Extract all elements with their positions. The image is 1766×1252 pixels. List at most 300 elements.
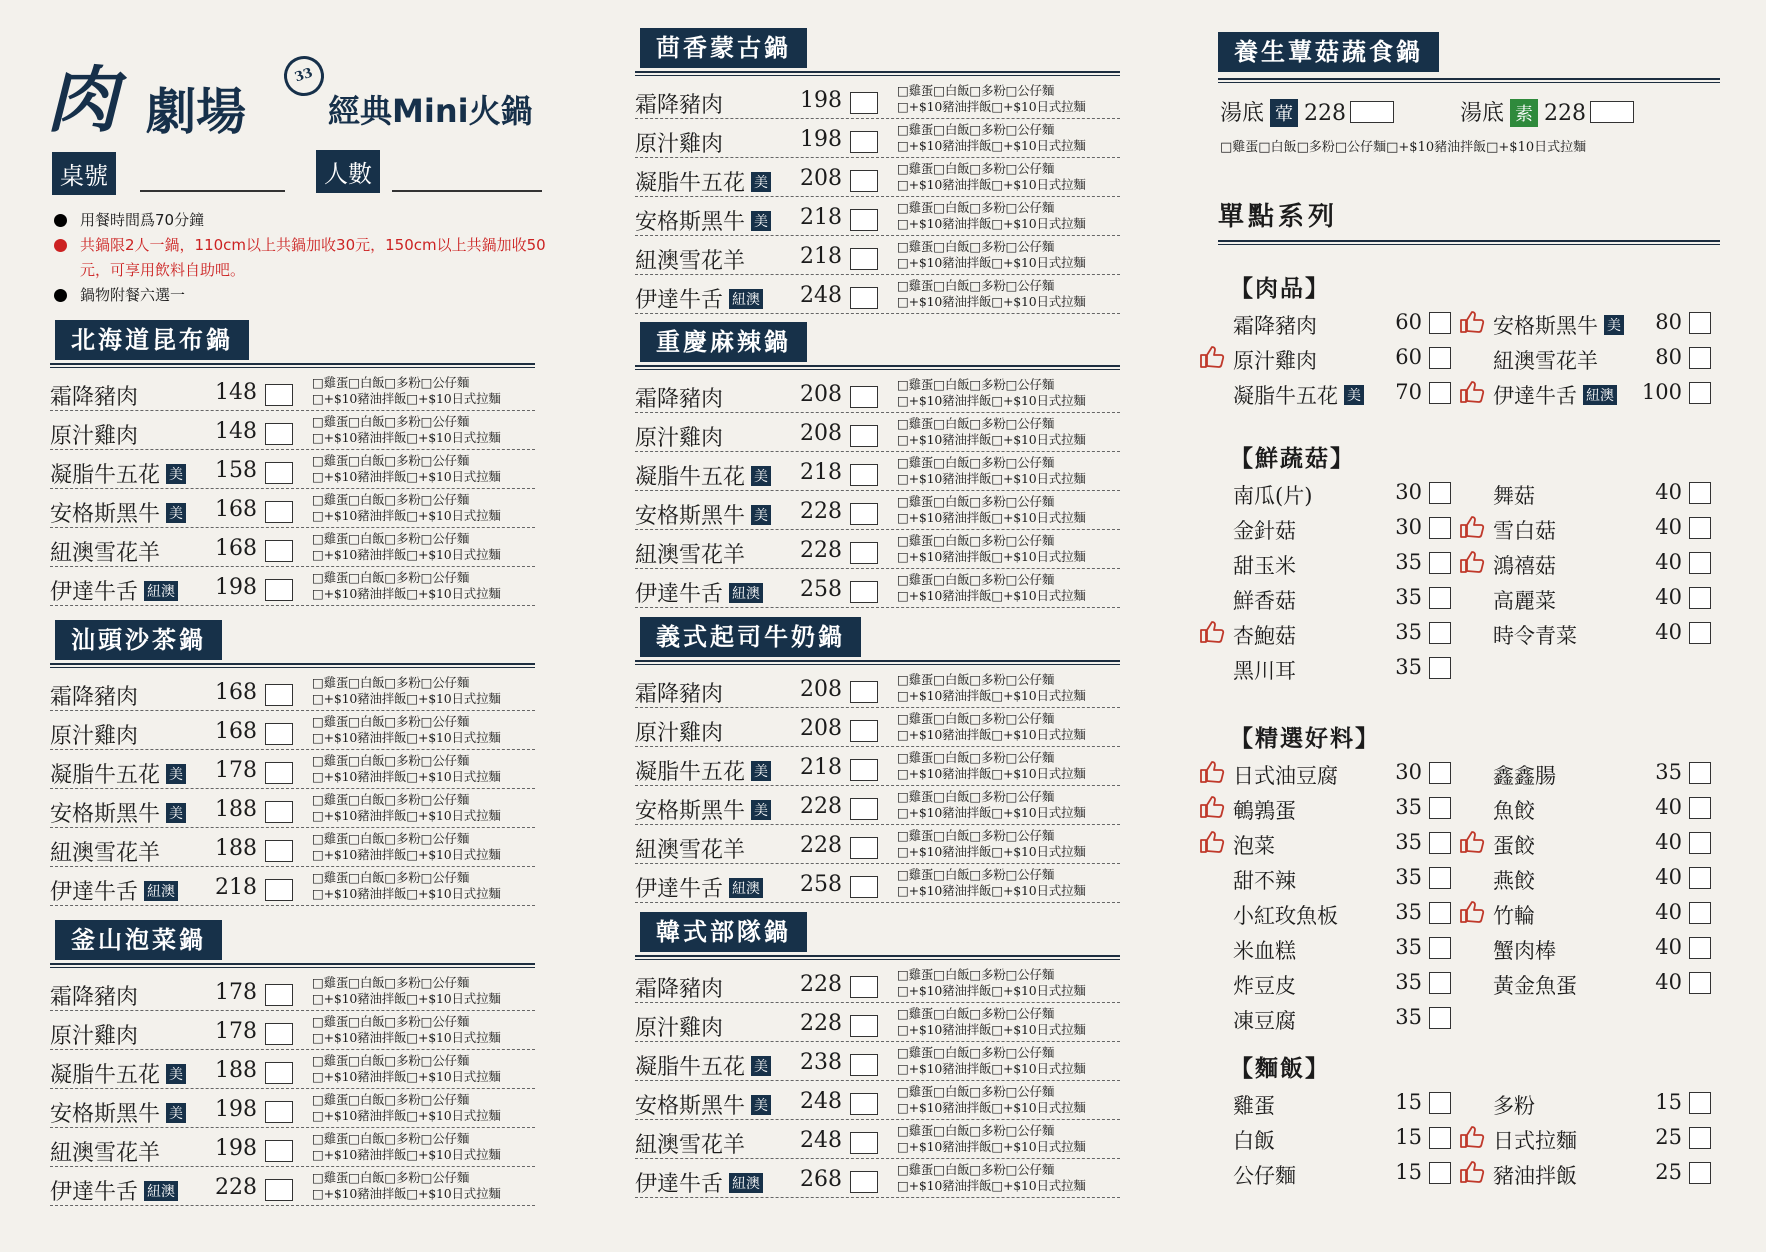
item-name [1233, 655, 1296, 685]
item-name [635, 794, 771, 825]
side-options[interactable] [897, 83, 1086, 115]
side-options-line1[interactable]: □雞蛋□白飯□多粉□公仔麵 [312, 792, 470, 807]
side-options[interactable] [897, 161, 1086, 193]
side-options-line2[interactable]: □+$10豬油拌飯□+$10日式拉麵 [897, 1100, 1086, 1115]
side-options[interactable] [312, 531, 501, 563]
side-options-line2[interactable]: □+$10豬油拌飯□+$10日式拉麵 [897, 688, 1086, 703]
quantity-box[interactable] [1689, 972, 1711, 994]
item-name [1493, 970, 1577, 1000]
side-options[interactable] [312, 831, 501, 863]
quantity-box[interactable] [850, 1054, 878, 1076]
quantity-box[interactable] [850, 720, 878, 742]
side-options-line1[interactable]: □雞蛋□白飯□多粉□公仔麵 [897, 1084, 1055, 1099]
quantity-box[interactable] [850, 1015, 878, 1037]
item-name-text: 霜降豬肉 [635, 387, 724, 412]
side-options-line1[interactable]: □雞蛋□白飯□多粉□公仔麵 [312, 831, 470, 846]
side-options-line1[interactable]: □雞蛋□白飯□多粉□公仔麵 [312, 1053, 470, 1068]
item-name-text: 公仔麵 [1233, 1164, 1296, 1188]
quantity-box[interactable] [1689, 937, 1711, 959]
quantity-box[interactable] [850, 209, 878, 231]
quantity-box[interactable] [265, 462, 293, 484]
quantity-box[interactable] [265, 684, 293, 706]
side-options[interactable] [897, 416, 1086, 448]
quantity-box[interactable] [850, 287, 878, 309]
side-options-line2[interactable]: □+$10豬油拌飯□+$10日式拉麵 [897, 727, 1086, 742]
item-name [1493, 760, 1556, 790]
side-options-line2[interactable]: □+$10豬油拌飯□+$10日式拉麵 [312, 1030, 501, 1045]
item-price: 35 [1395, 795, 1422, 819]
item-price: 178 [215, 758, 257, 783]
side-options[interactable] [897, 572, 1086, 604]
quantity-box[interactable] [1689, 312, 1711, 334]
item-price: 258 [800, 872, 842, 897]
quantity-box[interactable] [265, 984, 293, 1006]
side-options-line1[interactable]: □雞蛋□白飯□多粉□公仔麵 [312, 492, 470, 507]
side-options[interactable] [897, 1123, 1086, 1155]
side-options-line2[interactable]: □+$10豬油拌飯□+$10日式拉麵 [312, 1069, 501, 1084]
quantity-box[interactable] [265, 762, 293, 784]
quantity-box[interactable] [850, 681, 878, 703]
quantity-box[interactable] [850, 92, 878, 114]
side-options-line2[interactable]: □+$10豬油拌飯□+$10日式拉麵 [897, 99, 1086, 114]
side-options[interactable] [312, 870, 501, 902]
side-options[interactable] [897, 278, 1086, 310]
side-options-line1[interactable]: □雞蛋□白飯□多粉□公仔麵 [897, 572, 1055, 587]
item-name [50, 875, 178, 906]
side-options-line1[interactable]: □雞蛋□白飯□多粉□公仔麵 [897, 672, 1055, 687]
side-options[interactable] [312, 675, 501, 707]
side-options-line1[interactable]: □雞蛋□白飯□多粉□公仔麵 [897, 867, 1055, 882]
side-options-line2[interactable]: □+$10豬油拌飯□+$10日式拉麵 [897, 216, 1086, 231]
quantity-box[interactable] [265, 540, 293, 562]
quantity-box[interactable] [1429, 902, 1451, 924]
side-options[interactable] [897, 711, 1086, 743]
side-options-line2[interactable]: □+$10豬油拌飯□+$10日式拉麵 [312, 1147, 501, 1162]
side-options-line2[interactable]: □+$10豬油拌飯□+$10日式拉麵 [312, 586, 501, 601]
side-options-line1[interactable]: □雞蛋□白飯□多粉□公仔麵 [312, 375, 470, 390]
thumbs-up-icon [1459, 515, 1485, 539]
side-options-line2[interactable]: □+$10豬油拌飯□+$10日式拉麵 [897, 177, 1086, 192]
side-options-line1[interactable]: □雞蛋□白飯□多粉□公仔麵 [312, 1131, 470, 1146]
item-name-text: 伊達牛舌 [635, 582, 724, 607]
side-options-line1[interactable]: □雞蛋□白飯□多粉□公仔麵 [897, 83, 1055, 98]
side-options-line1[interactable]: □雞蛋□白飯□多粉□公仔麵 [312, 531, 470, 546]
quantity-box[interactable] [1689, 762, 1711, 784]
item-name [50, 1058, 186, 1089]
quantity-box[interactable] [1429, 622, 1451, 644]
note-text: 鍋物附餐六選一 [80, 286, 186, 304]
list-item [1493, 1088, 1743, 1118]
list-item [1233, 653, 1483, 683]
side-options-line2[interactable]: □+$10豬油拌飯□+$10日式拉麵 [312, 391, 501, 406]
quantity-box[interactable] [850, 248, 878, 270]
side-options-line1[interactable]: □雞蛋□白飯□多粉□公仔麵 [312, 675, 470, 690]
side-options-line2[interactable]: □+$10豬油拌飯□+$10日式拉麵 [897, 588, 1086, 603]
brand-name: 劇場 [146, 82, 246, 141]
side-options-line2[interactable]: □+$10豬油拌飯□+$10日式拉麵 [897, 844, 1086, 859]
item-price: 40 [1655, 585, 1682, 609]
item-price: 40 [1655, 480, 1682, 504]
table-row [635, 80, 1120, 119]
side-options[interactable] [312, 1053, 501, 1085]
side-options[interactable] [312, 492, 501, 524]
item-name-text: 鵪鶉蛋 [1233, 799, 1296, 823]
side-options-line2[interactable]: □+$10豬油拌飯□+$10日式拉麵 [897, 549, 1086, 564]
item-price: 168 [215, 719, 257, 744]
thumbs-up-icon [1199, 345, 1225, 369]
side-options-line1[interactable]: □雞蛋□白飯□多粉□公仔麵 [897, 711, 1055, 726]
side-options-line1[interactable]: □雞蛋□白飯□多粉□公仔麵 [312, 1092, 470, 1107]
quantity-box[interactable] [850, 759, 878, 781]
quantity-box[interactable] [850, 1171, 878, 1193]
side-options[interactable] [897, 750, 1086, 782]
item-name [635, 1011, 723, 1042]
side-options[interactable] [312, 1092, 501, 1124]
side-options-line1[interactable]: □雞蛋□白飯□多粉□公仔麵 [312, 453, 470, 468]
item-name-text: 舞菇 [1493, 484, 1535, 508]
side-options-line2[interactable]: □+$10豬油拌飯□+$10日式拉麵 [312, 769, 501, 784]
quantity-box[interactable] [1689, 517, 1711, 539]
side-options[interactable] [897, 1045, 1086, 1077]
quantity-box[interactable] [1689, 867, 1711, 889]
side-options[interactable] [897, 200, 1086, 232]
veg-pot-title: 養生蕈菇蔬食鍋 [1218, 32, 1439, 72]
side-options-line2[interactable]: □+$10豬油拌飯□+$10日式拉麵 [897, 510, 1086, 525]
side-options[interactable] [897, 533, 1086, 565]
item-name [50, 497, 186, 528]
side-options-line2[interactable]: □+$10豬油拌飯□+$10日式拉麵 [312, 808, 501, 823]
side-options-line1[interactable]: □雞蛋□白飯□多粉□公仔麵 [312, 975, 470, 990]
table-row [50, 828, 535, 867]
bullet-icon [54, 239, 67, 252]
soup-base-option[interactable] [1460, 96, 1634, 127]
quantity-box[interactable] [1429, 1127, 1451, 1149]
side-options-line1[interactable]: □雞蛋□白飯□多粉□公仔麵 [897, 828, 1055, 843]
item-name-text: 時令青菜 [1493, 624, 1577, 648]
item-name [1493, 935, 1556, 965]
side-options-line2[interactable]: □+$10豬油拌飯□+$10日式拉麵 [897, 1139, 1086, 1154]
quantity-box[interactable] [850, 1093, 878, 1115]
veg-pot-options[interactable]: □雞蛋□白飯□多粉□公仔麵□+$10豬油拌飯□+$10日式拉麵 [1220, 140, 1587, 155]
quantity-box[interactable] [1689, 552, 1711, 574]
side-options-line2[interactable]: □+$10豬油拌飯□+$10日式拉麵 [312, 1186, 501, 1201]
side-options[interactable] [897, 377, 1086, 409]
side-options-line2[interactable]: □+$10豬油拌飯□+$10日式拉麵 [897, 805, 1086, 820]
side-options-line1[interactable]: □雞蛋□白飯□多粉□公仔麵 [897, 122, 1055, 137]
item-name-text: 紐澳雪花羊 [1493, 349, 1598, 373]
side-options-line2[interactable]: □+$10豬油拌飯□+$10日式拉麵 [312, 886, 501, 901]
thumbs-up-icon [1459, 830, 1485, 854]
side-options[interactable] [312, 453, 501, 485]
quantity-box[interactable] [850, 581, 878, 603]
side-options-line1[interactable]: □雞蛋□白飯□多粉□公仔麵 [897, 789, 1055, 804]
item-name-text: 泡菜 [1233, 834, 1275, 858]
item-name-text: 原汁雞肉 [50, 724, 139, 749]
quantity-box[interactable] [850, 425, 878, 447]
side-options-line2[interactable]: □+$10豬油拌飯□+$10日式拉麵 [897, 883, 1086, 898]
item-price: 258 [800, 577, 842, 602]
side-options-line2[interactable]: □+$10豬油拌飯□+$10日式拉麵 [897, 432, 1086, 447]
quantity-box[interactable] [1429, 517, 1451, 539]
quantity-box[interactable] [1429, 1162, 1451, 1184]
item-name [1493, 480, 1535, 510]
side-options-line2[interactable]: □+$10豬油拌飯□+$10日式拉麵 [312, 547, 501, 562]
side-options-line2[interactable]: □+$10豬油拌飯□+$10日式拉麵 [897, 766, 1086, 781]
item-name-text: 安格斯黑牛 [1493, 314, 1598, 338]
item-name [635, 677, 723, 708]
side-options[interactable] [312, 714, 501, 746]
side-options-line1[interactable]: □雞蛋□白飯□多粉□公仔麵 [312, 1014, 470, 1029]
side-options-line2[interactable]: □+$10豬油拌飯□+$10日式拉麵 [897, 393, 1086, 408]
item-price: 15 [1395, 1090, 1422, 1114]
quantity-box[interactable] [1429, 312, 1451, 334]
item-name [1493, 1090, 1535, 1120]
quantity-box[interactable] [1429, 937, 1451, 959]
side-options-line2[interactable]: □+$10豬油拌飯□+$10日式拉麵 [312, 508, 501, 523]
item-name-text: 米血糕 [1233, 939, 1296, 963]
section-title: 釜山泡菜鍋 [55, 920, 222, 960]
item-name-text: 甜玉米 [1233, 554, 1296, 578]
quantity-box[interactable] [265, 384, 293, 406]
side-options[interactable] [897, 828, 1086, 860]
item-name-text: 鴻禧菇 [1493, 554, 1556, 578]
side-options-line2[interactable]: □+$10豬油拌飯□+$10日式拉麵 [312, 847, 501, 862]
item-price: 228 [800, 972, 842, 997]
us-origin-badge: 美 [751, 505, 771, 525]
side-options-line2[interactable]: □+$10豬油拌飯□+$10日式拉麵 [897, 983, 1086, 998]
side-options-line1[interactable]: □雞蛋□白飯□多粉□公仔麵 [897, 494, 1055, 509]
side-options-line1[interactable]: □雞蛋□白飯□多粉□公仔麵 [897, 377, 1055, 392]
table-row [50, 411, 535, 450]
side-options-line2[interactable]: □+$10豬油拌飯□+$10日式拉麵 [312, 730, 501, 745]
item-price: 25 [1655, 1125, 1682, 1149]
ala-carte-title: 單點系列 [1218, 202, 1339, 232]
quantity-box[interactable] [850, 837, 878, 859]
quantity-box[interactable] [1429, 552, 1451, 574]
thumbs-up-icon [1459, 310, 1485, 334]
quantity-box[interactable] [1429, 482, 1451, 504]
side-options-line2[interactable]: □+$10豬油拌飯□+$10日式拉麵 [897, 471, 1086, 486]
side-options-line1[interactable]: □雞蛋□白飯□多粉□公仔麵 [897, 1045, 1055, 1060]
item-name-text: 霜降豬肉 [635, 977, 724, 1002]
side-options[interactable] [897, 1006, 1086, 1038]
list-item [1493, 378, 1743, 408]
side-options-line1[interactable]: □雞蛋□白飯□多粉□公仔麵 [897, 1162, 1055, 1177]
side-options-line2[interactable]: □+$10豬油拌飯□+$10日式拉麵 [312, 430, 501, 445]
quantity-box[interactable] [1429, 587, 1451, 609]
item-name-text: 霜降豬肉 [1233, 314, 1317, 338]
item-price: 30 [1395, 515, 1422, 539]
quantity-box[interactable] [265, 723, 293, 745]
item-name-text: 伊達牛舌 [50, 580, 139, 605]
list-item [1233, 478, 1483, 508]
item-price: 248 [800, 1089, 842, 1114]
quantity-box[interactable] [1689, 1092, 1711, 1114]
people-count-field[interactable] [392, 190, 542, 192]
side-options-line1[interactable]: □雞蛋□白飯□多粉□公仔麵 [897, 750, 1055, 765]
item-price: 100 [1641, 380, 1682, 404]
quantity-box[interactable] [1429, 347, 1451, 369]
quantity-box[interactable] [265, 1062, 293, 1084]
side-options-line1[interactable]: □雞蛋□白飯□多粉□公仔麵 [897, 200, 1055, 215]
quantity-box[interactable] [265, 1101, 293, 1123]
item-name [50, 836, 160, 867]
quantity-box[interactable] [1429, 1092, 1451, 1114]
quantity-box[interactable] [850, 386, 878, 408]
side-options[interactable] [897, 455, 1086, 487]
side-options-line1[interactable]: □雞蛋□白飯□多粉□公仔麵 [312, 570, 470, 585]
table-row [635, 669, 1120, 708]
list-item [1233, 548, 1483, 578]
side-options[interactable] [897, 494, 1086, 526]
quantity-box[interactable] [1689, 1162, 1711, 1184]
item-name [1493, 1160, 1577, 1190]
item-price: 35 [1395, 935, 1422, 959]
side-options[interactable] [312, 792, 501, 824]
item-name [50, 980, 138, 1011]
side-options[interactable] [312, 975, 501, 1007]
quantity-box[interactable] [1429, 867, 1451, 889]
side-options[interactable] [897, 1162, 1086, 1194]
quantity-box[interactable] [265, 501, 293, 523]
side-options[interactable] [312, 375, 501, 407]
item-price: 228 [215, 1175, 257, 1200]
item-name-text: 霜降豬肉 [50, 385, 139, 410]
side-options-line1[interactable]: □雞蛋□白飯□多粉□公仔麵 [312, 753, 470, 768]
quantity-box[interactable] [850, 542, 878, 564]
soup-base-option[interactable] [1220, 96, 1394, 127]
item-name [1493, 380, 1617, 410]
item-name [1233, 1005, 1296, 1035]
item-name-text: 安格斯黑牛 [50, 502, 161, 527]
table-number-field[interactable] [140, 190, 285, 192]
side-options[interactable] [312, 1131, 501, 1163]
quantity-box[interactable] [1689, 347, 1711, 369]
quantity-box[interactable] [265, 1023, 293, 1045]
side-options-line2[interactable]: □+$10豬油拌飯□+$10日式拉麵 [897, 255, 1086, 270]
side-options[interactable] [312, 753, 501, 785]
quantity-box[interactable] [1689, 482, 1711, 504]
quantity-box[interactable] [265, 1179, 293, 1201]
side-options-line1[interactable]: □雞蛋□白飯□多粉□公仔麵 [897, 416, 1055, 431]
quantity-box[interactable] [1689, 1127, 1711, 1149]
side-options-line2[interactable]: □+$10豬油拌飯□+$10日式拉麵 [897, 294, 1086, 309]
side-options[interactable] [312, 1170, 501, 1202]
item-name-text: 原汁雞肉 [635, 132, 724, 157]
side-options-line1[interactable]: □雞蛋□白飯□多粉□公仔麵 [897, 1006, 1055, 1021]
us-origin-badge: 美 [166, 464, 186, 484]
side-options-line1[interactable]: □雞蛋□白飯□多粉□公仔麵 [897, 967, 1055, 982]
side-options[interactable] [897, 867, 1086, 899]
side-options-line2[interactable]: □+$10豬油拌飯□+$10日式拉麵 [312, 991, 501, 1006]
item-name-text: 原汁雞肉 [50, 1024, 139, 1049]
quantity-box[interactable] [265, 1140, 293, 1162]
quantity-box[interactable] [1689, 902, 1711, 924]
quantity-box[interactable] [1429, 1007, 1451, 1029]
side-options-line1[interactable]: □雞蛋□白飯□多粉□公仔麵 [897, 161, 1055, 176]
quantity-box[interactable] [850, 976, 878, 998]
side-options[interactable] [312, 414, 501, 446]
quantity-box[interactable] [850, 464, 878, 486]
side-options-line1[interactable]: □雞蛋□白飯□多粉□公仔麵 [897, 533, 1055, 548]
quantity-box[interactable] [1429, 762, 1451, 784]
quantity-box[interactable] [1689, 382, 1711, 404]
side-options-line2[interactable]: □+$10豬油拌飯□+$10日式拉麵 [897, 1178, 1086, 1193]
quantity-box[interactable] [1350, 101, 1394, 123]
item-name-text: 雞蛋 [1233, 1094, 1275, 1118]
side-options-line2[interactable]: □+$10豬油拌飯□+$10日式拉麵 [312, 469, 501, 484]
side-options-line2[interactable]: □+$10豬油拌飯□+$10日式拉麵 [312, 1108, 501, 1123]
side-options-line1[interactable]: □雞蛋□白飯□多粉□公仔麵 [897, 278, 1055, 293]
side-options-line1[interactable]: □雞蛋□白飯□多粉□公仔麵 [312, 1170, 470, 1185]
side-options-line2[interactable]: □+$10豬油拌飯□+$10日式拉麵 [897, 138, 1086, 153]
quantity-box[interactable] [1429, 382, 1451, 404]
side-options-line1[interactable]: □雞蛋□白飯□多粉□公仔麵 [312, 870, 470, 885]
item-price: 218 [215, 875, 257, 900]
side-options-line2[interactable]: □+$10豬油拌飯□+$10日式拉麵 [897, 1022, 1086, 1037]
side-options-line1[interactable]: □雞蛋□白飯□多粉□公仔麵 [312, 414, 470, 429]
side-options-line1[interactable]: □雞蛋□白飯□多粉□公仔麵 [897, 455, 1055, 470]
side-options[interactable] [897, 967, 1086, 999]
side-options-line2[interactable]: □+$10豬油拌飯□+$10日式拉麵 [897, 1061, 1086, 1076]
side-options[interactable] [897, 122, 1086, 154]
quantity-box[interactable] [1689, 797, 1711, 819]
item-price: 158 [215, 458, 257, 483]
item-name [635, 1128, 745, 1159]
side-options[interactable] [897, 1084, 1086, 1116]
quantity-box[interactable] [1590, 101, 1634, 123]
side-options[interactable] [897, 239, 1086, 271]
quantity-box[interactable] [1689, 587, 1711, 609]
quantity-box[interactable] [265, 423, 293, 445]
thumbs-up-icon [1199, 760, 1225, 784]
list-item [1233, 343, 1483, 373]
quantity-box[interactable] [850, 1132, 878, 1154]
quantity-box[interactable] [265, 579, 293, 601]
table-row [635, 236, 1120, 275]
side-options-line2[interactable]: □+$10豬油拌飯□+$10日式拉麵 [312, 691, 501, 706]
quantity-box[interactable] [1429, 972, 1451, 994]
quantity-box[interactable] [1689, 832, 1711, 854]
side-options-line1[interactable]: □雞蛋□白飯□多粉□公仔麵 [312, 714, 470, 729]
quantity-box[interactable] [850, 131, 878, 153]
quantity-box[interactable] [850, 876, 878, 898]
table-row [635, 825, 1120, 864]
quantity-box[interactable] [850, 170, 878, 192]
side-options[interactable] [312, 570, 501, 602]
quantity-box[interactable] [1429, 832, 1451, 854]
section-title: 北海道昆布鍋 [55, 320, 249, 360]
item-name-text: 安格斯黑牛 [635, 210, 746, 235]
quantity-box[interactable] [265, 801, 293, 823]
quantity-box[interactable] [1689, 622, 1711, 644]
side-options[interactable] [312, 1014, 501, 1046]
side-options[interactable] [897, 789, 1086, 821]
item-name-text: 日式拉麵 [1493, 1129, 1577, 1153]
quantity-box[interactable] [1429, 657, 1451, 679]
side-options-line1[interactable]: □雞蛋□白飯□多粉□公仔麵 [897, 1123, 1055, 1138]
quantity-box[interactable] [265, 879, 293, 901]
quantity-box[interactable] [850, 503, 878, 525]
item-name [635, 499, 771, 530]
side-options-line1[interactable]: □雞蛋□白飯□多粉□公仔麵 [897, 239, 1055, 254]
item-price: 40 [1655, 795, 1682, 819]
item-name [1233, 310, 1317, 340]
quantity-box[interactable] [850, 798, 878, 820]
quantity-box[interactable] [1429, 797, 1451, 819]
side-options[interactable] [897, 672, 1086, 704]
quantity-box[interactable] [265, 840, 293, 862]
